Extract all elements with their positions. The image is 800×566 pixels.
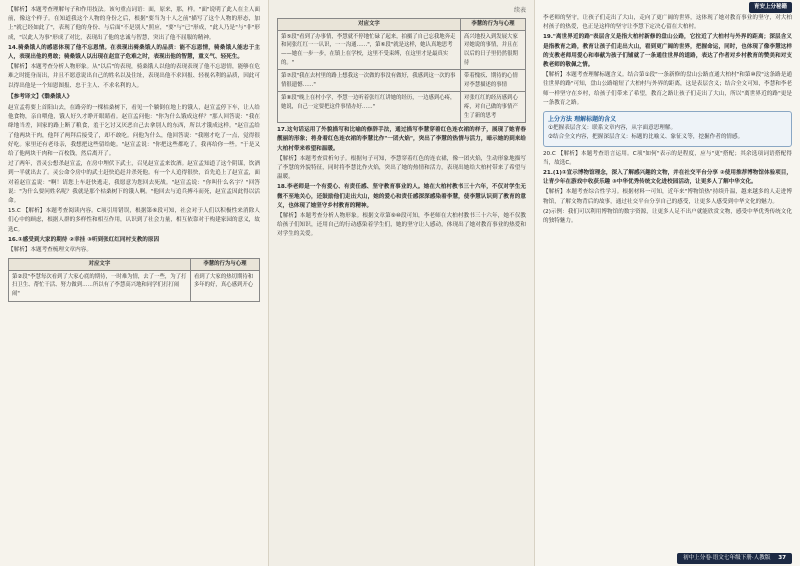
table-cell: 第⑦段"我在去村里的路上想我这一次做的事没有做好，我感到这一次的事情很遗憾……" (278, 70, 461, 92)
continued-label: 续表 (513, 7, 526, 14)
analysis-19: 【解析】本题考查理解标题含义。结合第①段"一条新修的盘山公路直通大柏村"和第⑩段"这条路是通往世界的路"可知，盘山公路缩短了大柏村与外界的距离，这是表层含义；结合全文可知，李慧和李老师一样坚守在乡村，给孩子们带来了希望，教育之路让孩子们走出了大山，所以"离世界近的路"更是一条教育之路。 (543, 72, 792, 106)
table-row (278, 70, 526, 92)
table-cell: 第⑤段"看到了办事情，李慧就不停地忙碌了起来，拍摄了自己忘我地奔走和同张红红一一认识，一一沟通……"，第⑥段"就是这样，她认真地思考——她在一步一步，在镇上在学校，这里不受束缚，在这里才是最真实的。" (278, 30, 461, 69)
question-17: 17.这句话运用了外貌描写和比喻的修辞手法，通过描写李慧穿着红色连衣裙的样子，展现了她青春靓丽的形象；将身着红色连衣裙的李慧比作"一团火焰"，突出了李慧的热情与活力，暗示她的到来给大柏村带来希望和温暖。 (277, 127, 526, 152)
analysis-18: 【解析】本题考查分析人物形象。根据文章第⑨⑩段可知，李老师在大柏村教书三十六年，她不仅教给孩子们知识，还用自己的行动感染着学生们，她的坚守让人感动，体现出了她对教育事业的热爱和对学生的关爱。 (277, 212, 526, 238)
header-tab: 育安上分秘籍 (749, 2, 792, 13)
method-item: ②结合全文内容，把握深层含义：标题的比喻义、象征义等，挖掘作者的情感。 (548, 134, 744, 141)
question-18: 18.李老师是一个有爱心、有责任感、坚守教育事业的人。她在大柏村教书三十六年，不仅对学生无微不至地关心，还鼓励他们走出大山，她的爱心和责任感深深感染着李慧，使李慧认识到了教育的意义，也体现了她坚守乡村教育的精神。 (277, 184, 526, 209)
right-page (534, 0, 800, 566)
middle-page (268, 0, 534, 566)
translation-para-2: 过了两年，晋灵公想杀赵宣孟，在房中埋伏下武士，召见赵宣孟来饮酒。赵宣孟知道了这个阴谋，饮酒到一半就出去了。灵公命令房中的武士赶快追赶并杀死他。有一个人追得很快，首先追上了赵宣孟，面对着赵宣孟说："啊！请您上车赶快逃走，我愿意为您回去死战。"赵宣孟说："你叫什么名字？"回答说："为什么要问姓名呢？我就是那个枯桑树下的饿人啊。"他回去与追兵搏斗而死，赵宣孟因此得以活命。 (8, 161, 260, 205)
question-16: 16.①感受到大家的期待 ②幸挂 ③听到张红红同村支教的原因 (8, 236, 160, 243)
answer-table-mid (277, 18, 526, 123)
table-cell: 对张红红的经历感到心疼，对自己做的事情产生了新的思考 (460, 92, 525, 123)
question-21: 21.(1)①宣示博物馆理念，深入了解感兴趣的文物，并在社交平台分享 ②使用推荐博物馆体验项目，让青少年在游戏中收获乐趣 ③中华优秀传统文化进校园活动，让更多人了解中华文化。 (543, 170, 792, 186)
table-cell: 高兴地投入到发展大家对她说的事情，并且在以后的日子里仍然很期待 (460, 30, 525, 69)
analysis-17: 【解析】本题考查赏析句子。根据句子可知，李慧穿着红色的连衣裙，像一团火焰，生动形象地描写了李慧的外貌特征，同时将李慧比作火焰，突出了她的热情和活力，表现出她给大柏村带来了希望与温暖。 (277, 155, 526, 181)
page-number: 37 (778, 554, 786, 561)
table-header: 对应文字 (9, 259, 191, 271)
question-15: 15.C 【解析】本题考查阅读内容。C项引用错误，根据第⑥段可知，社会对于人们以积极性来消除人们心中的顾虑，根据人群的多样性和相互作用，认识到了社会力量，相互依靠对于构建家园的意义，故选C。 (8, 208, 260, 233)
analysis-14: 【解析】本题考查分析人物形象。从"以后"的表现，骑桑饿人以他的表现表现了他不忘恩情，能够在危难之时挺身而出，并且不愿意说出自己的姓名以及住址，表现出他不求回报、轻视名利的品质，因此可以得出他是一个知恩图报、忠于主人、不求名利的人。 (8, 64, 260, 89)
analysis-21: 【解析】本题考查综合性学习。根据材料一可知，近年来"博物馆热"持续升温，越来越多的人走进博物馆，了解文物背后的故事，通过社交平台分享自己的感受，让更多人感受到中华文化的魅力。 (543, 189, 792, 205)
question-20: 20.C 【解析】本题考查语言运用。C项"如何"表示的是程度，应与"更"搭配；其余选项词语搭配得当，故选C。 (543, 150, 792, 166)
page-footer (677, 553, 792, 564)
analysis-block: 【解析】本题考查理解句子和作用技法。该句重点词语：面，原来，那，样。"面"说明了此人在主人面前，像这个样子。在知道我这个人物的身份之后，根据"要当为十人之前"描写了这个人物的形态，加上"就已经如此了"，表现了他的身份、与后面"不是别人"照应，"要"与"已"形成，"此人乃是"与"非"形成，"以此人为事"形成了对比，表现出了他的忠诚与智慧，突出了他不屈服的精神。 (8, 7, 260, 41)
method-box (543, 111, 792, 147)
translation-title: 【参考译文】《翳桑饿人》 (8, 93, 73, 100)
table-header: 对应文字 (278, 19, 461, 31)
table-header: 李慧的行为与心理 (190, 259, 259, 271)
analysis-16: 【解析】本题考查梳理文章内容。 (8, 247, 92, 254)
table-cell: 第②段"李慧每次看到了大家心底的期待，一时难为情，去了一些，为了打扫卫生、帮忙干活、努力做到……所以有了李慧高兴地和同学们打打闹闹" (9, 270, 191, 301)
analysis-block: 李老师的坚守，让孩子们走出了大山，走向了更广阔的世界，这体现了她对教育事业的坚守，对大柏村孩子的热爱，也正是这样的坚守让李慧下定决心留在大柏村。 (543, 15, 792, 31)
table-header: 李慧的行为与心理 (460, 19, 525, 31)
question-19: 19."离世界近的路"表层含义是指大柏村新修的盘山公路，它拉近了大柏村与外界的距离；深层含义是指教育之路，教育让孩子们走出大山，看到更广阔的世界，把握命运，同时，也体现了像李慧这样的支教老师用爱心和奉献为孩子们铺就了一条通往世界的道路，表达了作者对乡村教育的赞美和对支教老师的敬佩之情。 (543, 34, 792, 69)
method-item: ①把握表层含义：联系文章内容，从字面意思理解。 (548, 125, 677, 132)
question-14: 14.骑桑饿人的感恩体现了他不忘恩情。在表现出骑桑饿人的品质：能不忘恩情，骑桑饿人能忠于主人，表现出他的勇敢；骑桑饿人以出现在赵宣子危难之时，表现出他的智慧，重义气、轻死生。 (8, 44, 260, 61)
table-cell: 看到了大家的热切期待和多年的好，真心感到开心 (190, 270, 259, 301)
answer-table-left (8, 258, 260, 301)
table-cell: 第⑧段"晚上在村小学，李慧一边听着张红红讲她的经历，一边感到心疼，她说，自己一定要把这件事情办好……" (278, 92, 461, 123)
method-title: 上分方法 理解标题的含义 (548, 116, 617, 124)
table-cell: 带着愧疚、期待的心情对李慧描述的事情 (460, 70, 525, 92)
question-21-part2: (2)示例：我们可以利用博物馆的数字资源，让更多人足不出户就能欣赏文物，感受中华优秀传统文化的独特魅力。 (543, 208, 792, 225)
table-row (9, 270, 260, 301)
translation-para-1: 赵宣孟将要上首阳山去，在路旁的一棵枯桑树下，看见一个躺倒在地上的饿人，赵宣孟停下车，让人给他食物，亲自喂他，饿人好久才睁开眼睛看。赵宣孟问他："你为什么饿成这样？"那人回答说："我在绛地当差，回家的路上断了粮食，羞于乞讨又厌恶自己去拿别人的东西，所以才饿成这样。"赵宣孟给了他两块干肉，他拜了两拜后接受了，却不敢吃。问他为什么，他回答说："我刚才吃了一点，觉得很好吃。家里还有老母亲，我想把这些留给她。"赵宣孟说："你把这些都吃了，我再给你一些。"于是又给了他两块干肉和一百枚钱，然后离开了。 (8, 105, 260, 158)
footer-text: 初中上分卷·语文七年级下册·人教版 (682, 554, 771, 561)
left-page (0, 0, 268, 566)
table-row (278, 92, 526, 123)
table-row (278, 30, 526, 69)
